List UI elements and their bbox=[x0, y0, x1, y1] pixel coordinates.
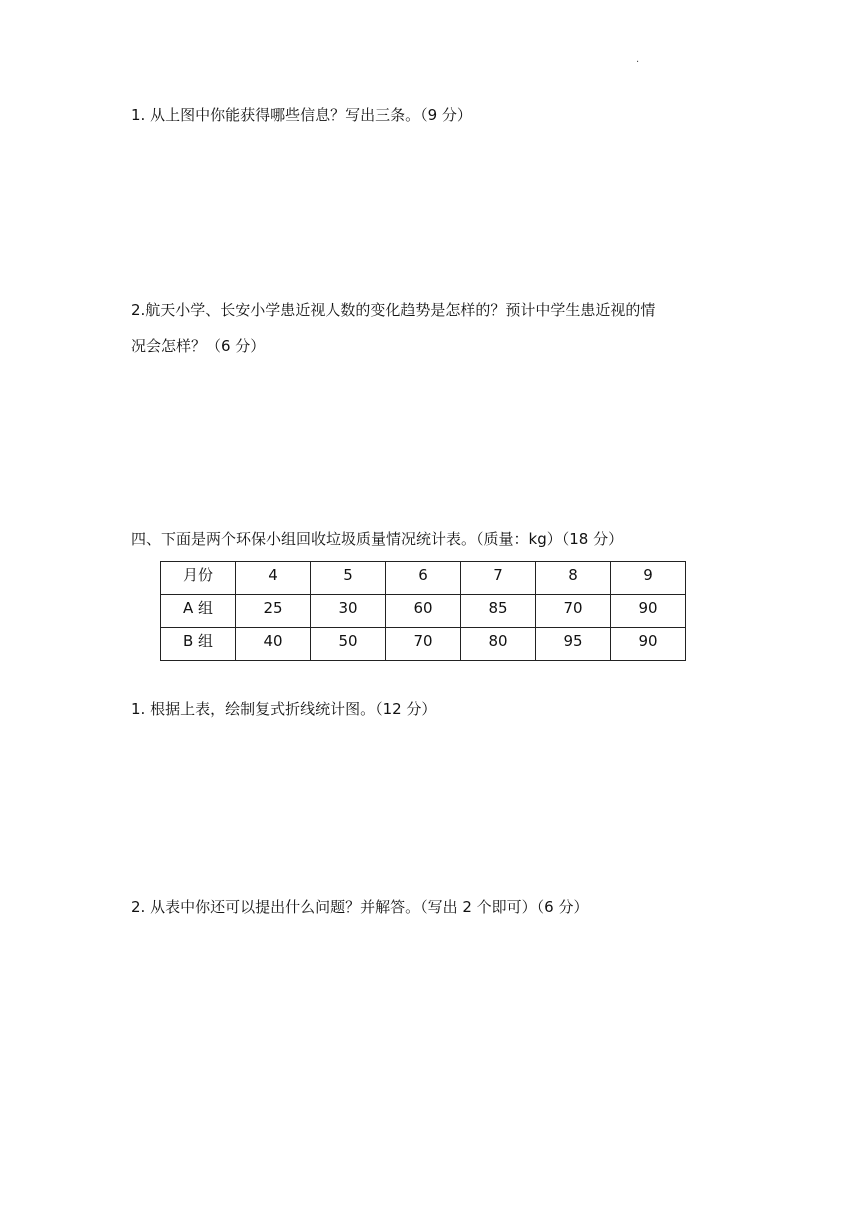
table-row bbox=[161, 628, 686, 661]
section-4-title: 四、下面是两个环保小组回收垃圾质量情况统计表。（质量：kg）（18 分） bbox=[131, 530, 624, 548]
table-cell: A 组 bbox=[161, 595, 236, 628]
table-header-row bbox=[161, 562, 686, 595]
table-cell: 70 bbox=[536, 595, 611, 628]
table-cell: 70 bbox=[386, 628, 461, 661]
section-4-question-2: 2. 从表中你还可以提出什么问题？并解答。（写出 2 个即可）（6 分） bbox=[131, 898, 589, 916]
table-cell: 95 bbox=[536, 628, 611, 661]
table-cell: 90 bbox=[611, 628, 686, 661]
recycling-table bbox=[160, 561, 686, 661]
table-cell: 80 bbox=[461, 628, 536, 661]
table-cell: 40 bbox=[236, 628, 311, 661]
section-4-question-1: 1. 根据上表，绘制复式折线统计图。（12 分） bbox=[131, 700, 437, 718]
table-cell: 4 bbox=[236, 562, 311, 595]
table-cell: B 组 bbox=[161, 628, 236, 661]
table-cell: 7 bbox=[461, 562, 536, 595]
question-2-line-2: 况会怎样？（6 分） bbox=[131, 337, 266, 355]
table-cell: 月份 bbox=[161, 562, 236, 595]
table-cell: 25 bbox=[236, 595, 311, 628]
table-cell: 50 bbox=[311, 628, 386, 661]
table-cell: 60 bbox=[386, 595, 461, 628]
table-cell: 30 bbox=[311, 595, 386, 628]
table-cell: 90 bbox=[611, 595, 686, 628]
table-cell: 5 bbox=[311, 562, 386, 595]
table-cell: 6 bbox=[386, 562, 461, 595]
question-1: 1. 从上图中你能获得哪些信息？写出三条。（9 分） bbox=[131, 106, 472, 124]
table-cell: 8 bbox=[536, 562, 611, 595]
page-mark: · bbox=[636, 57, 640, 68]
question-2-line-1: 2.航天小学、长安小学患近视人数的变化趋势是怎样的？预计中学生患近视的情 bbox=[131, 301, 656, 319]
table-row bbox=[161, 595, 686, 628]
table-cell: 85 bbox=[461, 595, 536, 628]
table-cell: 9 bbox=[611, 562, 686, 595]
